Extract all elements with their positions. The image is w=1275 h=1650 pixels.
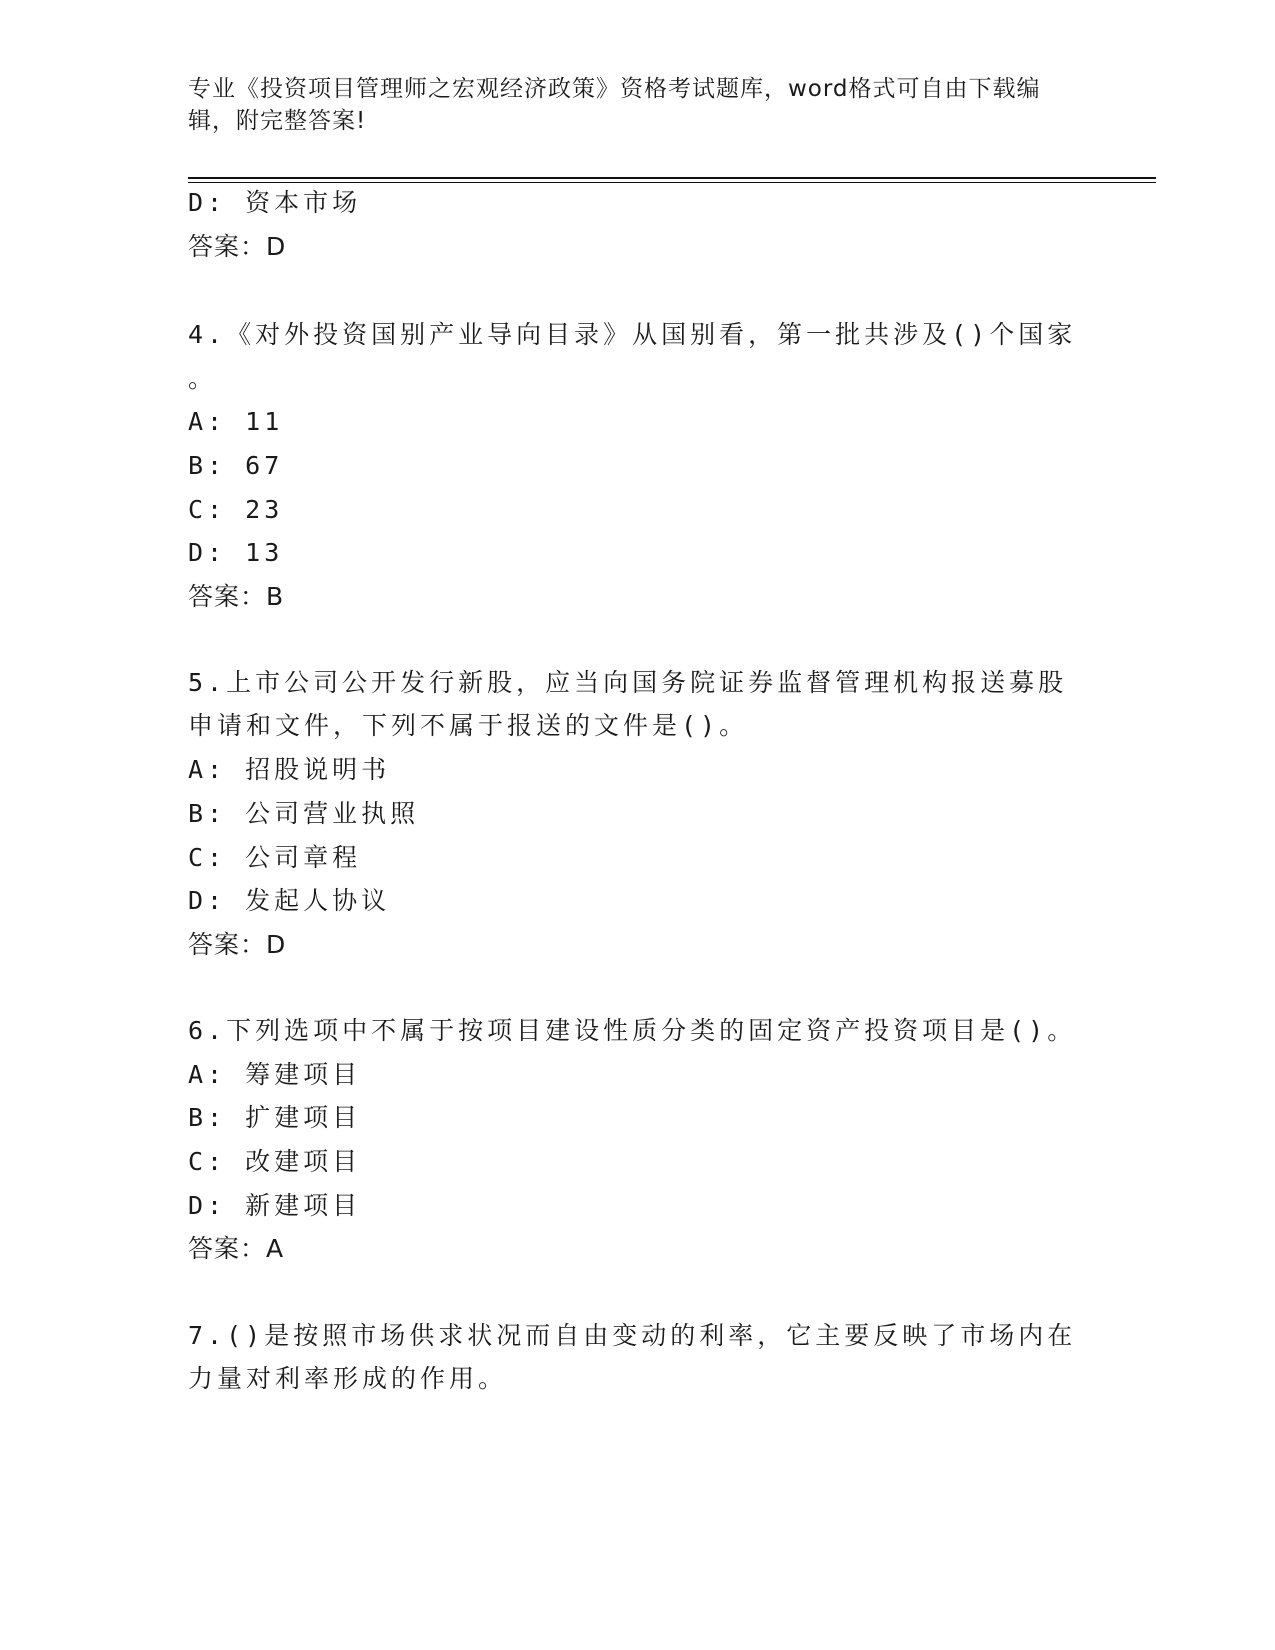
q5-stem-line-2: 申请和文件，下列不属于报送的文件是()。 — [188, 711, 749, 740]
q4-option-c: C: 23 — [188, 495, 284, 524]
page-header — [188, 73, 1078, 137]
q6-stem-line-1: 6.下列选项中不属于按项目建设性质分类的固定资产投资项目是()。 — [188, 1016, 1077, 1045]
q4-option-d: D: 13 — [188, 538, 284, 567]
q4-stem-line-2: 。 — [188, 364, 218, 393]
q5-option-a: A: 招股说明书 — [188, 755, 391, 784]
q6-option-a: A: 筹建项目 — [188, 1060, 362, 1089]
q4-option-b: B: 67 — [188, 451, 284, 480]
q6-answer: 答案：A — [188, 1234, 285, 1263]
header-divider-thick — [188, 177, 1156, 179]
q4-answer: 答案：B — [188, 582, 285, 611]
q4-option-a: A: 11 — [188, 407, 284, 436]
q6-option-d: D: 新建项目 — [188, 1191, 362, 1220]
q7-stem-line-2: 力量对利率形成的作用。 — [188, 1364, 508, 1393]
header-title-line-2: 辑，附完整答案! — [188, 108, 367, 134]
q5-stem-line-1: 5.上市公司公开发行新股，应当向国务院证券监督管理机构报送募股 — [188, 668, 1068, 697]
prev-question-answer: 答案：D — [188, 232, 287, 261]
q5-option-c: C: 公司章程 — [188, 843, 362, 872]
q5-answer: 答案：D — [188, 930, 287, 959]
q7-stem-line-1: 7.()是按照市场供求状况而自由变动的利率，它主要反映了市场内在 — [188, 1321, 1077, 1350]
q4-stem-line-1: 4.《对外投资国别产业导向目录》从国别看，第一批共涉及()个国家 — [188, 320, 1077, 349]
q5-option-d: D: 发起人协议 — [188, 886, 391, 915]
q6-option-b: B: 扩建项目 — [188, 1103, 362, 1132]
header-title-line-1: 专业《投资项目管理师之宏观经济政策》资格考试题库，word格式可自由下载编 — [188, 76, 1041, 102]
prev-question-option-d: D: 资本市场 — [188, 188, 362, 217]
q5-option-b: B: 公司营业执照 — [188, 799, 420, 828]
header-divider-thin — [188, 182, 1156, 183]
q6-option-c: C: 改建项目 — [188, 1147, 362, 1176]
